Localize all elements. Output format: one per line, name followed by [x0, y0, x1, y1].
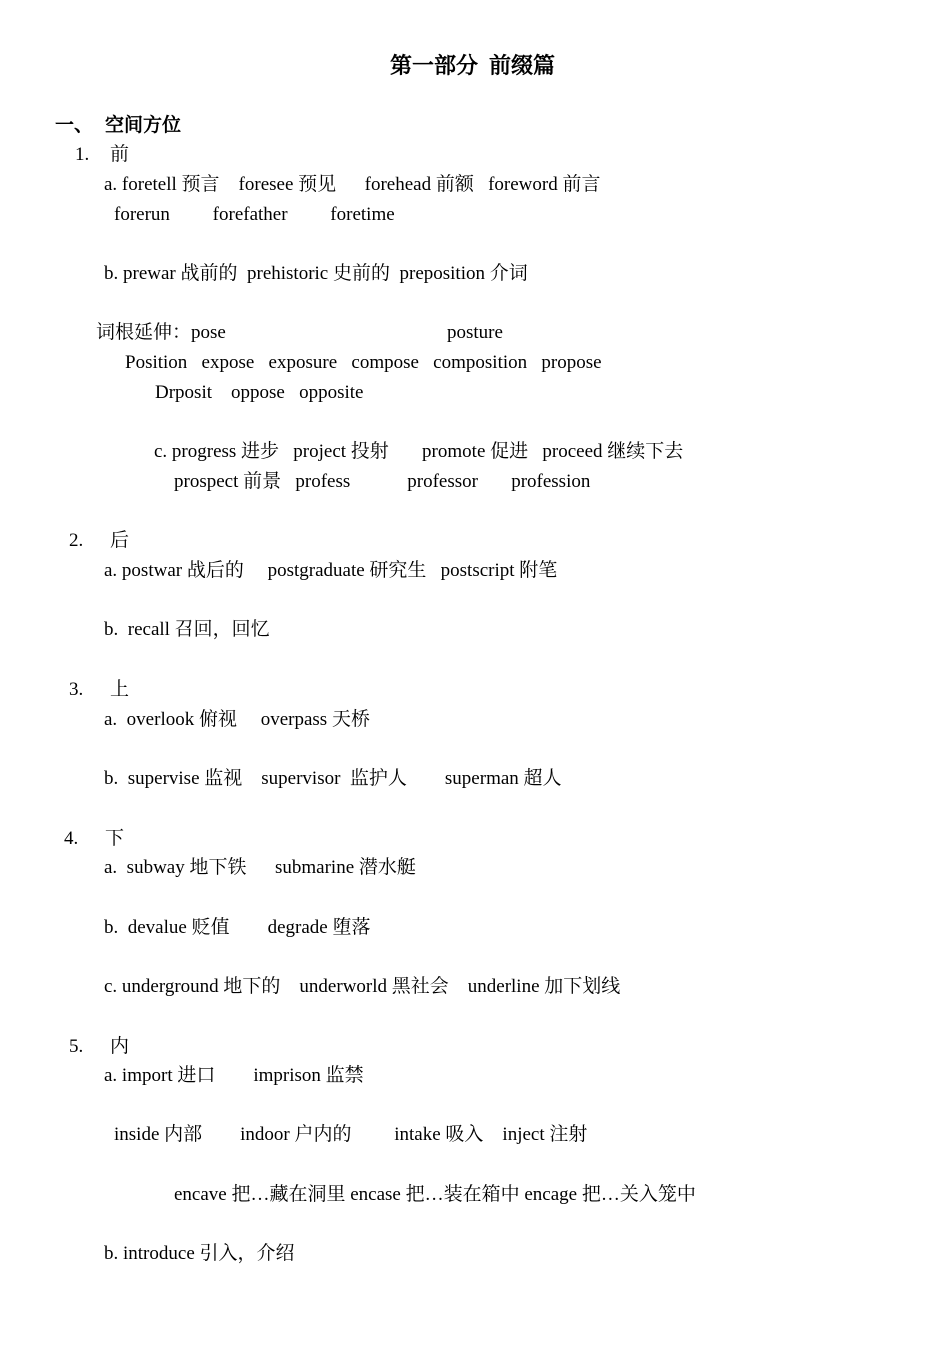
page-title: 第一部分 前缀篇	[390, 53, 556, 78]
item-label: 前	[110, 144, 130, 165]
root-extension-label: 词根延伸：pose	[96, 322, 226, 343]
entry-line: b. recall 召回，回忆	[104, 619, 270, 640]
entry-line: c. progress 进步 project 投射 promote 促进 proceed 继续下去	[154, 441, 684, 462]
item-number: 5.	[69, 1036, 84, 1057]
item-number: 4.	[64, 828, 79, 849]
entry-line: a. postwar 战后的 postgraduate 研究生 postscript 附笔	[104, 560, 558, 581]
item-number: 1.	[75, 144, 90, 165]
entry-line: b. prewar 战前的 prehistoric 史前的 preposition 介词	[104, 263, 528, 284]
item-number: 2.	[69, 530, 84, 551]
entry-line: prospect 前景 profess professor profession	[174, 471, 591, 492]
entry-line: a. overlook 俯视 overpass 天桥	[104, 709, 370, 730]
entry-line: a. subway 地下铁 submarine 潜水艇	[104, 857, 416, 878]
entry-line: encave 把…藏在洞里 encase 把…装在箱中 encage 把…关入笼中	[174, 1184, 696, 1205]
entry-line: Drposit oppose opposite	[155, 382, 364, 403]
entry-line: a. import 进口 imprison 监禁	[104, 1065, 364, 1086]
entry-line: b. introduce 引入，介绍	[104, 1243, 295, 1264]
item-label: 下	[105, 828, 125, 849]
entry-line: b. supervise 监视 supervisor 监护人 superman 超人	[104, 768, 562, 789]
entry-line: Position expose exposure compose composition propose	[125, 352, 602, 373]
item-label: 上	[110, 679, 130, 700]
section-heading: 空间方位	[105, 115, 182, 136]
entry-line: inside 内部 indoor 户内的 intake 吸入 inject 注射	[114, 1124, 588, 1145]
section-marker: 一、	[55, 115, 94, 136]
root-extension-word: posture	[447, 322, 503, 343]
entry-line: b. devalue 贬值 degrade 堕落	[104, 917, 371, 938]
entry-line: forerun forefather foretime	[114, 204, 395, 225]
item-number: 3.	[69, 679, 84, 700]
item-label: 内	[110, 1036, 130, 1057]
item-label: 后	[110, 530, 130, 551]
entry-line: a. foretell 预言 foresee 预见 forehead 前额 foreword 前言	[104, 174, 601, 195]
entry-line: c. underground 地下的 underworld 黑社会 underline 加下划线	[104, 976, 621, 997]
